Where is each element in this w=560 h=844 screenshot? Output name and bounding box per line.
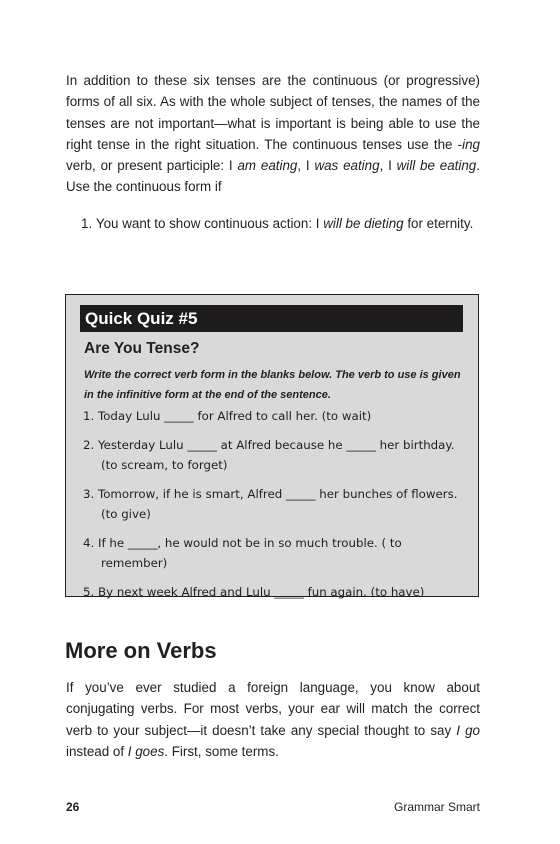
intro-text: verb, or present participle: I <box>66 158 238 174</box>
intro-text: , I <box>297 158 315 174</box>
intro-text: , I <box>379 158 397 174</box>
quiz-subtitle: Are You Tense? <box>84 340 200 357</box>
intro-italic-will-be-eating: will be eating <box>396 158 477 174</box>
list-item-text: You want to show continuous action: I <box>95 216 324 231</box>
quiz-instructions: Write the correct verb form in the blanks below. The verb to use is given in the infinitive form at the end of the sentence. <box>84 369 461 401</box>
verbs-paragraph <box>66 677 480 762</box>
quiz-question: 5. By next week Alfred and Lulu _____ fun again. (to have) <box>83 584 425 599</box>
outro-text: instead of <box>66 743 128 759</box>
outro-text: If you’ve ever studied a foreign language, you know about conjugating verbs. For most verbs, your ear will match the correct verb to your subject—it doesn’t take any special thought to say <box>66 680 480 738</box>
intro-text: In addition to these six tenses are the continuous (or progressive) forms of all six. As with the whole subject of tenses, the names of the tenses are not important—what is important is being able to use the right tense in the right situation. The continuous tenses use the - <box>66 73 480 152</box>
quiz-question: 3. Tomorrow, if he is smart, Alfred _____ her bunches of flowers. (to give) <box>83 486 458 521</box>
quiz-question: 2. Yesterday Lulu _____ at Alfred because he _____ her birthday. (to scream, to forget) <box>83 437 455 472</box>
quick-quiz-box <box>65 294 479 597</box>
list-item-text: for eternity. <box>403 216 474 231</box>
page-number: 26 <box>66 800 80 814</box>
quiz-question: 1. Today Lulu _____ for Alfred to call her. (to wait) <box>83 409 372 423</box>
running-footer-title: Grammar Smart <box>393 800 480 814</box>
intro-paragraph <box>66 70 480 198</box>
list-item <box>81 213 480 234</box>
quiz-questions <box>83 406 467 610</box>
intro-italic-was-eating: was eating <box>314 158 380 174</box>
list-item-number: 1. <box>81 216 93 231</box>
section-heading: More on Verbs <box>65 638 217 663</box>
outro-italic-i-goes: I goes <box>127 743 165 759</box>
outro-text: . First, some terms. <box>164 743 279 759</box>
intro-italic-am-eating: am eating <box>237 158 298 174</box>
intro-text: . Use the continuous form if <box>66 158 480 195</box>
outro-italic-i-go: I go <box>456 722 480 738</box>
continuous-uses-list <box>81 213 480 234</box>
quiz-title: Quick Quiz #5 <box>85 309 198 328</box>
list-item-italic: will be dieting <box>323 216 404 231</box>
intro-italic-ing: ing <box>462 136 480 152</box>
quiz-question: 4. If he _____, he would not be in so much trouble. ( to remember) <box>83 535 402 570</box>
quiz-title-bar <box>80 305 463 332</box>
